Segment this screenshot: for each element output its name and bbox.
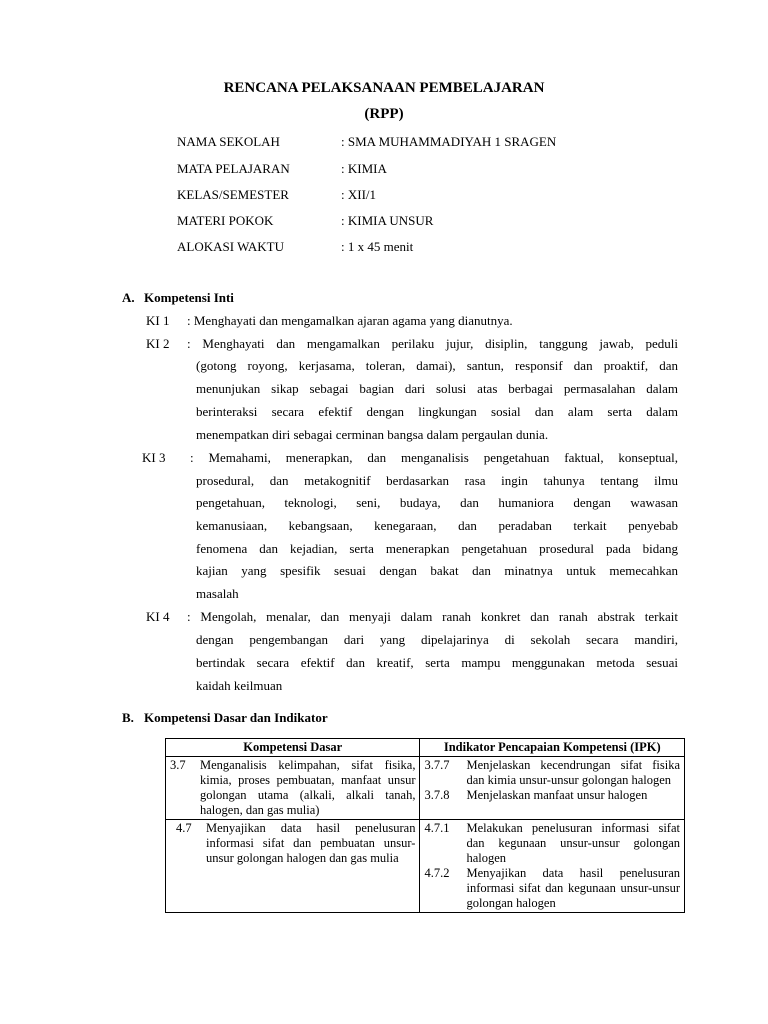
identity-label: MATA PELAJARAN — [177, 161, 290, 176]
table-header-row — [166, 739, 685, 757]
ki3-label: KI 3 — [142, 450, 166, 465]
ki3-line: : Memahami, menerapkan, dan menganalisis pengetahuan faktual, konseptual, — [190, 450, 678, 465]
kd-number: 3.7 — [170, 758, 186, 772]
ipk-text: Menjelaskan kecendrungan sifat fisika dan kimia unsur-unsur golongan halogen — [466, 758, 680, 787]
identity-label: ALOKASI WAKTU — [177, 239, 285, 254]
identity-value: : 1 x 45 menit — [341, 239, 414, 254]
ki4-line: kaidah keilmuan — [196, 678, 283, 693]
section-letter: B. — [122, 710, 134, 725]
ki2-line: menunjukan sikap sebagai bagian dari solusi atas berbagai permasalahan dalam — [196, 381, 678, 396]
header-kd: Kompetensi Dasar — [166, 739, 420, 757]
section-b-heading — [122, 710, 328, 726]
ki1-text: : Menghayati dan mengamalkan ajaran agama yang dianutnya. — [187, 313, 513, 328]
ki3-line: pengetahuan, teknologi, seni, budaya, dan humaniora dengan wawasan — [196, 495, 678, 510]
ipk-text: Melakukan penelusuran informasi sifat dan kegunaan unsur-unsur golongan halogen — [466, 821, 680, 865]
ipk-cell — [420, 757, 685, 820]
document-subtitle: (RPP) — [364, 106, 404, 122]
ki3-line: kemanusiaan, kebangsaan, kenegaraan, dan peradaban terkait penyebab — [196, 518, 678, 533]
ipk-number: 3.7.7 — [424, 758, 450, 772]
table-row — [166, 820, 685, 913]
ki3-line: fenomena dan kejadian, serta menerapkan pengetahuan prosedural pada bidang — [196, 541, 678, 556]
ki3-line: masalah — [196, 586, 239, 601]
ki3-line: prosedural, dan metakognitif berdasarkan rasa ingin tahunya tentang ilmu — [196, 473, 678, 488]
section-title: Kompetensi Inti — [144, 290, 234, 305]
ipk-number: 4.7.2 — [424, 866, 450, 880]
ki1-label: KI 1 — [146, 313, 170, 328]
ki2-line: menempatkan diri sebagai cerminan bangsa dalam pergaulan dunia. — [196, 427, 549, 442]
document-title: RENCANA PELAKSANAAN PEMBELAJARAN — [223, 80, 545, 96]
identity-label: KELAS/SEMESTER — [177, 187, 289, 202]
identity-value: : XII/1 — [341, 187, 377, 202]
ki4-line: bertindak secara efektif dan kreatif, serta mampu menggunakan metoda sesuai — [196, 655, 678, 670]
section-letter: A. — [122, 290, 135, 305]
ki2-line: : Menghayati dan mengamalkan perilaku jujur, disiplin, tanggung jawab, peduli — [187, 336, 678, 351]
ki2-line: (gotong royong, kerjasama, toleran, damai), santun, responsif dan proaktif, dan — [196, 358, 678, 373]
ipk-text: Menyajikan data hasil penelusuran informasi sifat dan kegunaan unsur-unsur golongan halogen — [466, 866, 680, 910]
identity-value: : KIMIA — [341, 161, 387, 176]
kd-text: Menyajikan data hasil penelusuran informasi sifat dan pembuatan unsur-unsur golongan halogen dan gas mulia — [206, 821, 416, 865]
kd-number: 4.7 — [176, 821, 192, 835]
ki4-line: : Mengolah, menalar, dan menyaji dalam ranah konkret dan ranah abstrak terkait — [187, 609, 678, 624]
identity-label: NAMA SEKOLAH — [177, 134, 280, 149]
ipk-cell — [420, 820, 685, 913]
kd-cell — [166, 757, 420, 820]
section-title: Kompetensi Dasar dan Indikator — [144, 710, 328, 725]
ki4-line: dengan pengembangan dari yang dipelajarinya di sekolah secara mandiri, — [196, 632, 678, 647]
identity-value: : SMA MUHAMMADIYAH 1 SRAGEN — [341, 134, 557, 149]
section-a-heading — [122, 290, 234, 306]
competency-table — [165, 738, 685, 913]
ki2-label: KI 2 — [146, 336, 170, 351]
identity-label: MATERI POKOK — [177, 213, 274, 228]
header-ipk: Indikator Pencapaian Kompetensi (IPK) — [420, 739, 685, 757]
identity-value: : KIMIA UNSUR — [341, 213, 434, 228]
ipk-number: 4.7.1 — [424, 821, 450, 835]
ki3-line: kajian yang spesifik sesuai dengan bakat dan minatnya untuk memecahkan — [196, 563, 678, 578]
ipk-number: 3.7.8 — [424, 788, 450, 802]
ipk-text: Menjelaskan manfaat unsur halogen — [466, 788, 648, 802]
kd-text: Menganalisis kelimpahan, sifat fisika, kimia, proses pembuatan, manfaat unsur golongan utama (alkali, alkali tanah, halogen, dan gas mulia) — [200, 758, 416, 817]
ki2-line: berinteraksi secara efektif dengan lingkungan sosial dan alam serta dalam — [196, 404, 678, 419]
ki4-label: KI 4 — [146, 609, 170, 624]
kd-cell — [166, 820, 420, 913]
table-row — [166, 757, 685, 820]
